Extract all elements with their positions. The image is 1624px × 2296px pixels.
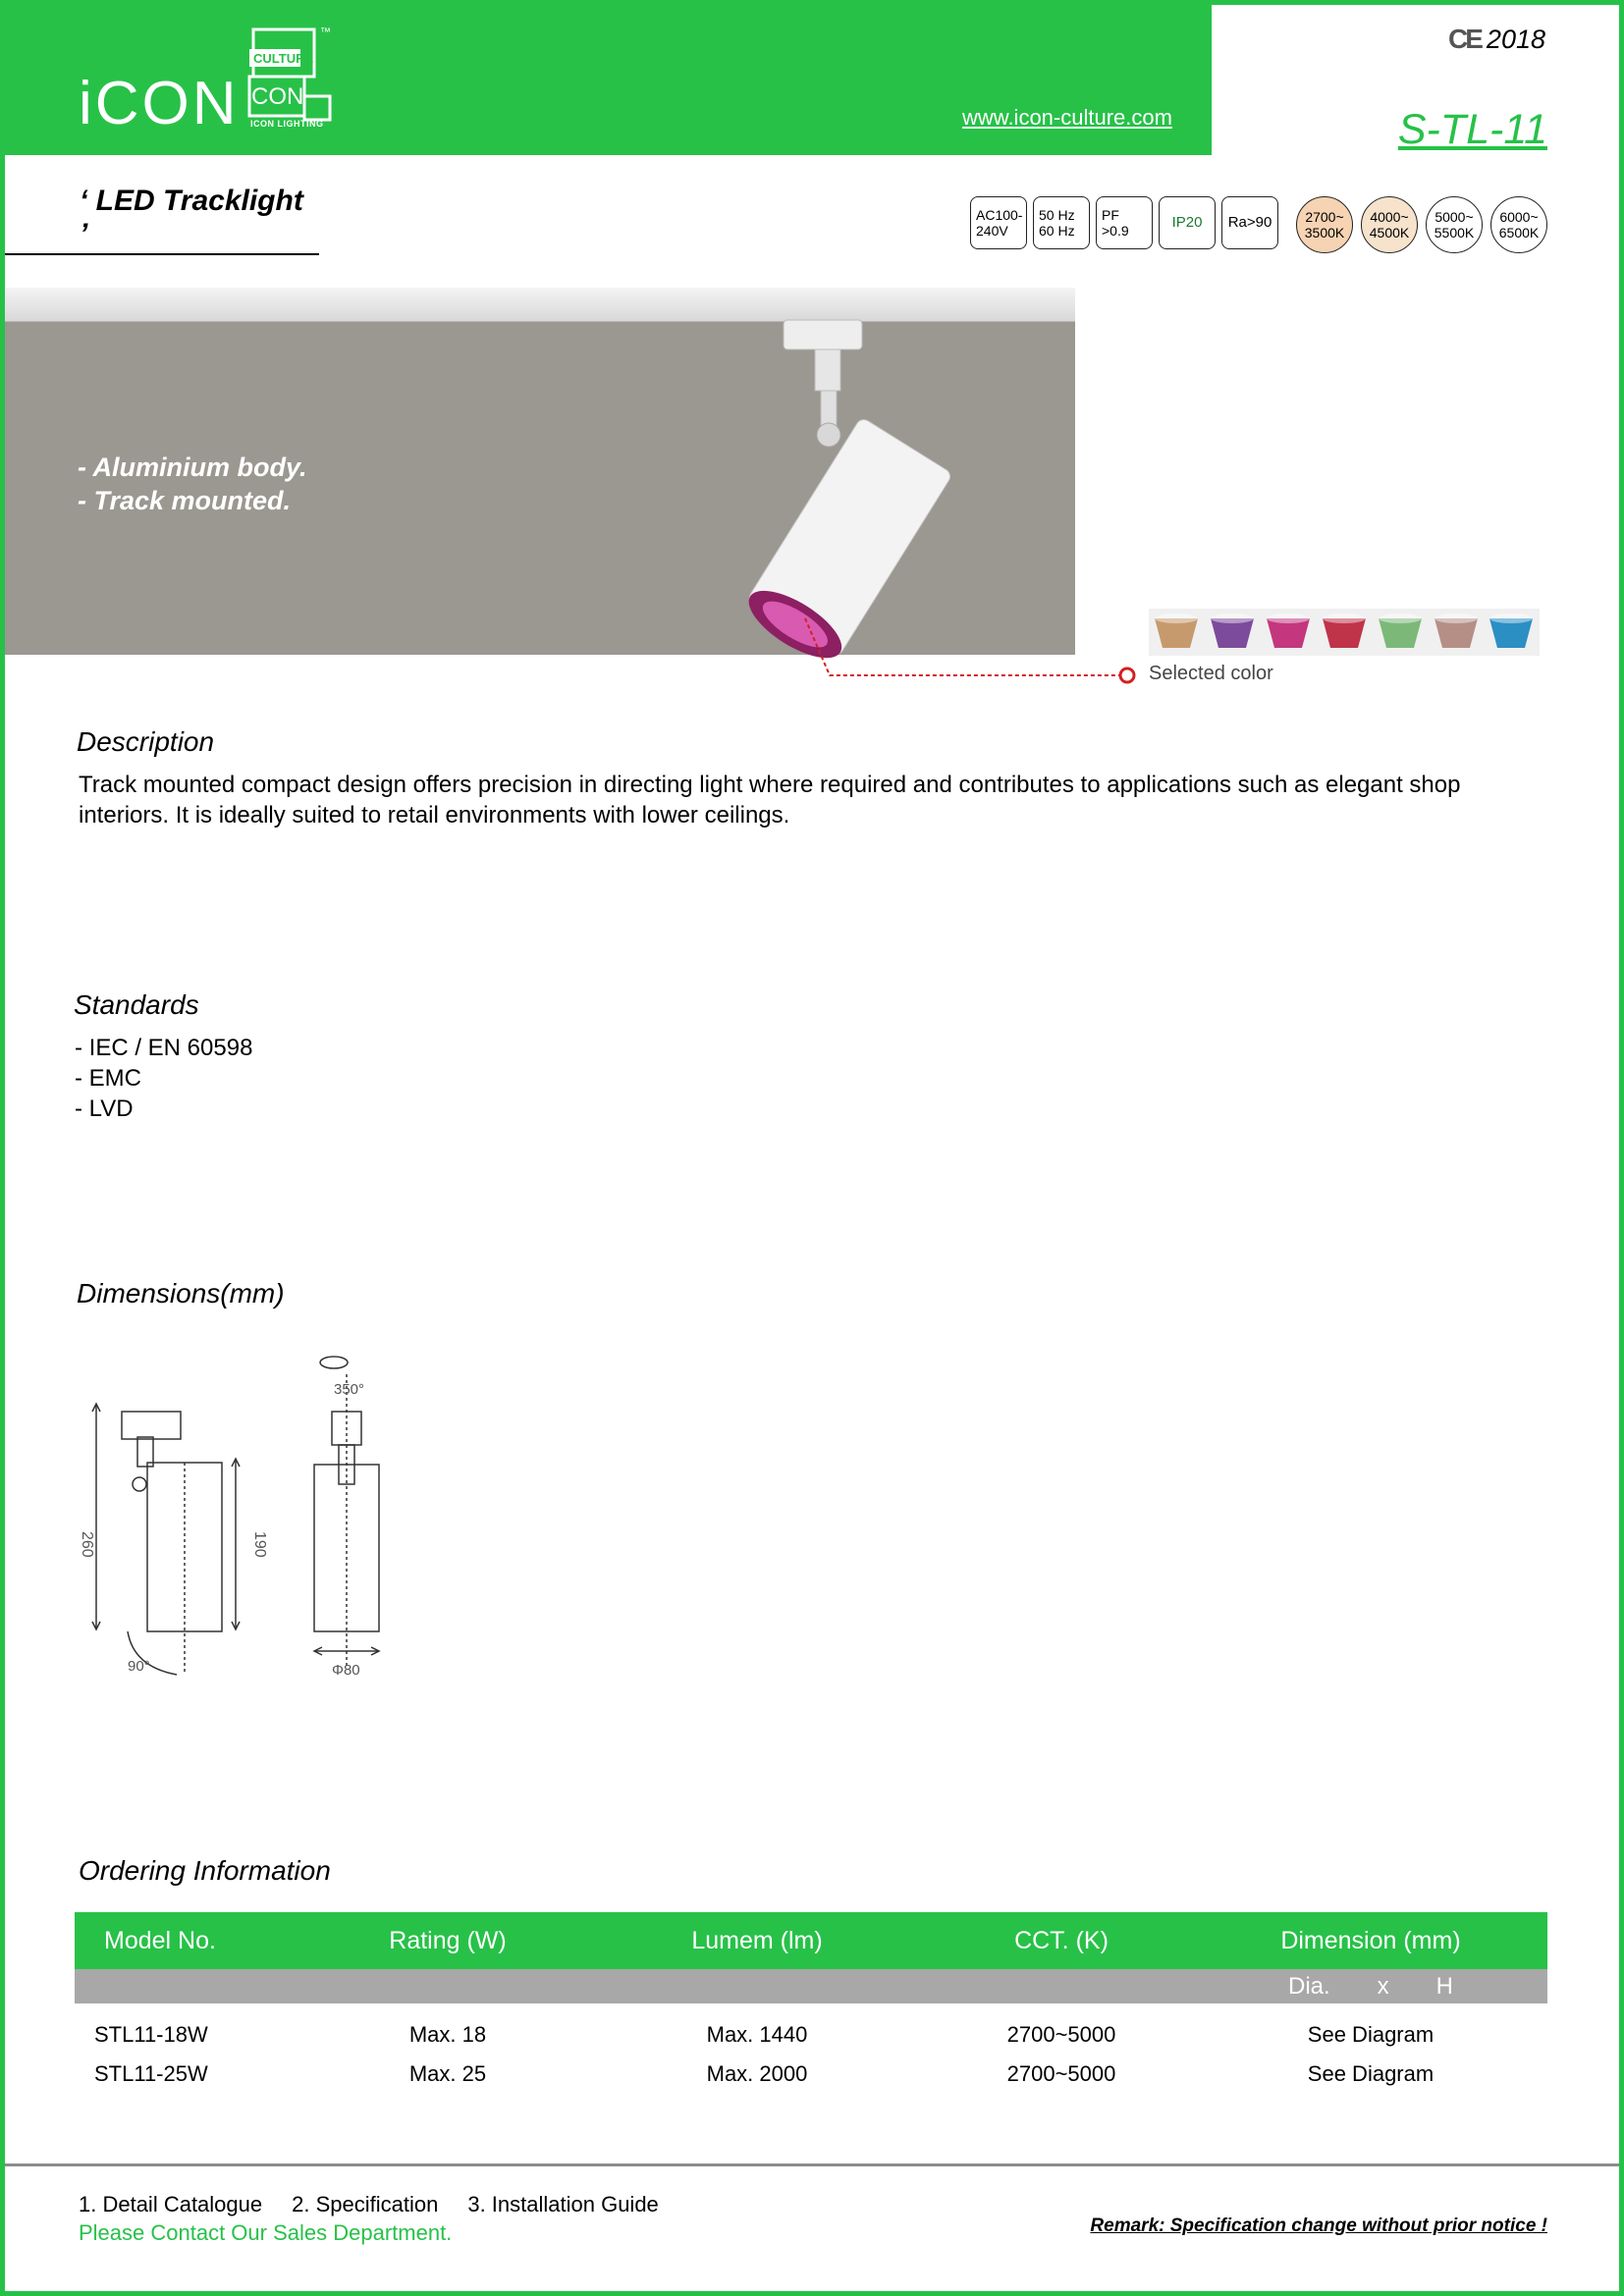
ordering-table <box>75 1912 1547 2094</box>
description-text: Track mounted compact design offers precision in directing light where required and contributes to applications such as elegant shop interiors. It is ideally suited to retail environments with lower ceilings. <box>79 772 1461 828</box>
cct-badge-5000: 5000~ 5500K <box>1426 196 1483 253</box>
color-swatch <box>1153 613 1200 652</box>
footer-divider <box>5 2163 1619 2166</box>
cct-badge-2700: 2700~ 3500K <box>1296 196 1353 253</box>
logo-text-culture: CULTURE <box>253 51 314 66</box>
color-swatch <box>1433 613 1480 652</box>
feature-list <box>78 451 306 517</box>
diameter-label: Φ80 <box>332 1662 360 1679</box>
certification-year <box>1448 24 1545 55</box>
link-installation-guide[interactable]: 3. Installation Guide <box>467 2192 659 2216</box>
column-header: Model No. <box>104 1926 216 1954</box>
column-header: Lumem (lm) <box>691 1926 823 1954</box>
tilt-angle-label: 90° <box>128 1658 150 1675</box>
color-swatch-strip <box>1149 609 1540 656</box>
logo-trademark: ™ <box>320 27 331 38</box>
dimension-subheader: Dia. x H <box>1287 1972 1454 2000</box>
website-link[interactable]: www.icon-culture.com <box>962 105 1172 130</box>
footer-document-links <box>79 2192 659 2217</box>
ordering-heading: Ordering Information <box>79 1855 331 1886</box>
table-header-row <box>75 1912 1547 1969</box>
table-subheader-row <box>75 1969 1547 2003</box>
ce-mark-icon: CE <box>1448 24 1481 54</box>
badge-frequency: 50 Hz 60 Hz <box>1033 196 1090 249</box>
logo-subtitle: ICON LIGHTING <box>250 119 324 129</box>
column-header: Rating (W) <box>389 1926 507 1954</box>
color-swatch <box>1265 613 1312 652</box>
column-header: CCT. (K) <box>1014 1926 1109 1954</box>
badge-power-factor: PF >0.9 <box>1096 196 1153 249</box>
standards-list <box>75 1033 252 1124</box>
cct-badge-4000: 4000~ 4500K <box>1361 196 1418 253</box>
table-row: STL11-25W Max. 25 Max. 2000 2700~5000 See Diagram <box>94 2061 1435 2086</box>
color-swatch <box>1377 613 1424 652</box>
column-header: Dimension (mm) <box>1280 1926 1461 1954</box>
feature-item: - Track mounted. <box>78 486 292 515</box>
body-height-label: 190 <box>251 1531 268 1558</box>
description-heading: Description <box>77 726 215 757</box>
product-title: ‘ LED Tracklight ’ <box>80 185 303 250</box>
total-height-label: 260 <box>79 1531 95 1558</box>
product-title-block <box>5 185 319 255</box>
color-swatch <box>1209 613 1256 652</box>
badge-cri: Ra>90 <box>1221 196 1278 249</box>
table-row: STL11-18W Max. 18 Max. 1440 2700~5000 See Diagram <box>94 2022 1435 2047</box>
color-swatch <box>1488 613 1535 652</box>
rotation-label: 350° <box>334 1381 365 1398</box>
logo-text-con: CON <box>251 83 304 110</box>
dimension-drawing <box>69 1335 422 1688</box>
standard-item: - LVD <box>75 1095 134 1122</box>
cct-badge-6000: 6000~ 6500K <box>1490 196 1547 253</box>
badge-voltage: AC100- 240V <box>970 196 1027 249</box>
spec-badges <box>970 196 1547 253</box>
selected-color-label: Selected color <box>1149 663 1273 684</box>
year-label: 2018 <box>1486 24 1545 54</box>
selected-color-pointer <box>785 589 1159 687</box>
standards-heading: Standards <box>74 989 199 1020</box>
brand-wordmark: iCON <box>79 70 240 137</box>
dimensions-heading: Dimensions(mm) <box>77 1278 285 1308</box>
contact-note: Please Contact Our Sales Department. <box>79 2220 453 2245</box>
icon-culture-logo <box>247 26 338 132</box>
link-detail-catalogue[interactable]: 1. Detail Catalogue <box>79 2192 263 2216</box>
badge-ip-rating: IP20 <box>1159 196 1216 249</box>
standard-item: - IEC / EN 60598 <box>75 1035 253 1061</box>
model-code: S-TL-11 <box>1397 106 1547 153</box>
standard-item: - EMC <box>75 1065 141 1092</box>
remark-note: Remark: Specification change without prior notice ! <box>1090 2216 1547 2236</box>
link-specification[interactable]: 2. Specification <box>292 2192 439 2216</box>
color-swatch <box>1321 613 1368 652</box>
feature-item: - Aluminium body. <box>78 453 307 482</box>
